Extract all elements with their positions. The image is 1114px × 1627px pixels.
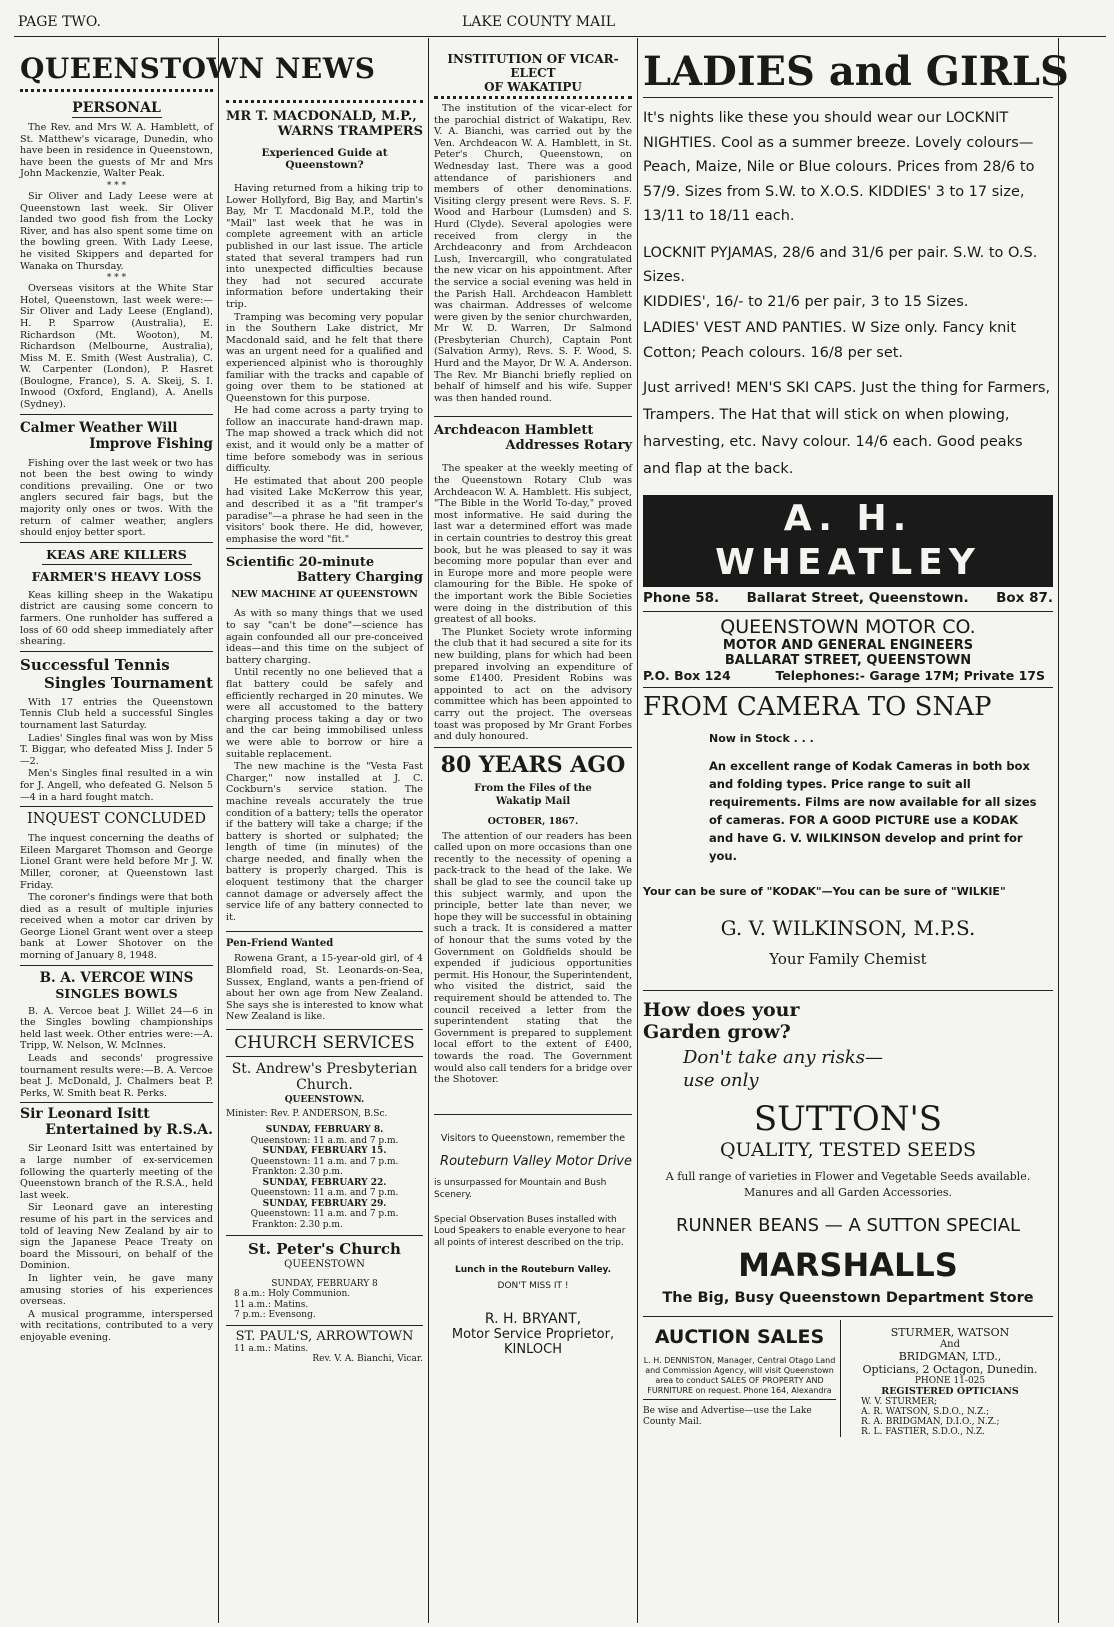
garden-heading: How does your <box>643 999 800 1021</box>
auction-heading: AUCTION SALES <box>654 1326 825 1348</box>
headline: FARMER'S HEAVY LOSS <box>31 568 202 584</box>
ad-text: use only <box>683 1070 759 1091</box>
headline: OF WAKATIPU <box>484 80 582 94</box>
headline: Archdeacon Hamblett <box>434 423 594 439</box>
vicar: Rev. V. A. Bianchi, Vicar. <box>312 1354 423 1364</box>
service-time: 11 a.m.: Matins. <box>234 1343 309 1354</box>
service-date: SUNDAY, FEBRUARY 15. <box>262 1146 387 1156</box>
ad-text: REGISTERED OPTICIANS <box>881 1386 1019 1397</box>
suttons-heading: SUTTON'S <box>753 1099 943 1139</box>
ad-text: A full range of varieties in Flower and Vegetable Seeds available. Manures and all Garden Accessories. <box>665 1170 1031 1199</box>
headline: B. A. VERCOE WINS <box>39 969 194 986</box>
ad-text: Your can be sure of "KODAK"—You can be sure of "WILKIE" <box>643 885 1006 898</box>
ad-text: And <box>939 1339 961 1350</box>
box: Box 87. <box>996 590 1053 606</box>
article-text: Sir Leonard gave an interesting resume of his part in the services and told of leaving New Zealand by air to sign the Japanese Peace Treaty on board the Missouri, on behalf of the Dominion. <box>20 1202 213 1272</box>
article-text: Until recently no one believed that a flat battery could be safely and efficiently recharged in 20 minutes. We were all accustomed to the battery charging process taking a day or two and the car being immobilised unless we were able to borrow or hire a suitable replacement. <box>226 667 423 760</box>
article-text: Tramping was becoming very popular in the Southern Lake district, Mr Macdonald said, and he felt that there was an urgent need for a qualified and experienced alpinist who is thoroughly familiar with the tracks and capable of going over them to be stationed at Queenstown for this purpose. <box>226 311 423 404</box>
church-name: St. Andrew's Presbyterian <box>231 1061 418 1077</box>
dateline: OCTOBER, 1867. <box>487 815 579 827</box>
optician-name: STURMER, WATSON <box>890 1326 1010 1339</box>
ad-title: Routeburn Valley Motor Drive <box>440 1153 632 1169</box>
service-time: Frankton: 2.30 p.m. <box>252 1167 343 1177</box>
article-text: He had come across a party trying to follow an inaccurate hand-drawn map. The map showed a track which did not exist, and it would only be a matter of time before somebody was in serious difficulty. <box>226 405 423 475</box>
headline: INQUEST CONCLUDED <box>27 811 206 828</box>
ad-text: Opticians, 2 Octagon, Dunedin. <box>862 1363 1038 1376</box>
ad-text: KINLOCH <box>504 1342 562 1358</box>
optician: W. V. STURMER; <box>861 1397 938 1407</box>
headline: Pen-Friend Wanted <box>226 938 334 950</box>
ad-text: The Big, Busy Queenstown Department Store <box>662 1290 1034 1306</box>
headline: SINGLES BOWLS <box>55 985 178 1001</box>
headline: Scientific 20-minute <box>226 555 375 571</box>
motor-co-name: QUEENSTOWN MOTOR CO. <box>720 616 976 638</box>
headline: Battery Charging <box>296 570 423 586</box>
ad-text: KIDDIES', 16/- to 21/6 per pair, 3 to 15 Sizes. <box>643 293 969 310</box>
minister: Minister: Rev. P. ANDERSON, B.Sc. <box>226 1108 388 1119</box>
article-text: B. A. Vercoe beat J. Willet 24—6 in the Singles bowling championships held last week. Other entries were:—A. Tripp, W. Nelson, W. McInnes. <box>20 1005 213 1052</box>
article-text: Having returned from a hiking trip to Lower Hollyford, Big Bay, and Martin's Bay, Mr T. Macdonald M.P., told the "Mail" last week that he was in complete agreement with an article published in our last issue. The article stated that several trampers had run into unexpected difficulties because they had not secured accurate information before undertaking their trip. <box>226 183 423 310</box>
headline: MR T. MACDONALD, M.P., <box>226 109 417 124</box>
article-text: The new machine is the "Vesta Fast Charger," now installed at J. C. Cockburn's service station. The machine reveals accurately the true condition of a battery; tells the operator if the battery will take a charge; if the battery is shorted or sulphated; the length of time (in minutes) of the charge needed, and finally when the battery is properly charged. This is eloquent testimony that the charger cannot damage or adversely affect the service life of any battery connected to it. <box>226 761 423 923</box>
eighty-years-ago-heading: 80 YEARS AGO <box>440 751 626 778</box>
ad-text: Don't take any risks— <box>683 1047 883 1068</box>
headline: WARNS TRAMPERS <box>277 124 423 139</box>
article-text: The speaker at the weekly meeting of the Queenstown Rotary Club was Archdeacon W. A. Hamblett. His subject, "The Bible in the World To-day," proved most informative. He said during the last war a determined effort was made in certain countries to destroy this great book, but he was pleased to say it was becoming more popular than ever and in Europe more and more people were clamouring for the Bible. He spoke of the important work the Bible Societies were doing in the distribution of this greatest of all books. <box>434 463 632 626</box>
article-text: Sir Oliver and Lady Leese were at Queenstown last week. Sir Oliver landed two good fish from the Locky River, and has also spent some time on the bowling green. With Lady Leese, he visited Skippers and departed for Wanaka on Thursday. <box>20 190 213 272</box>
article-text: With 17 entries the Queenstown Tennis Club held a successful Singles tournament last Saturday. <box>20 696 213 731</box>
article-text: He estimated that about 200 people had visited Lake McKerrow this year, and described it as a "fit tramper's paradise"—a phrase he had seen in the visitors' book there. He did, however, emphasise the word "fit." <box>226 475 423 545</box>
routeburn-ad <box>434 1133 632 1358</box>
article-text: The Rev. and Mrs W. A. Hamblett, of St. Matthew's vicarage, Dunedin, who have been in residence in Queenstown, have been the guests of Mr and Mrs John Mackenzie, Walter Peak. <box>20 122 213 180</box>
ad-text: QUALITY, TESTED SEEDS <box>719 1139 977 1161</box>
camera-heading: FROM CAMERA TO SNAP <box>643 692 992 722</box>
marshalls-heading: MARSHALLS <box>738 1246 958 1284</box>
article-text: In lighter vein, he gave many amusing stories of his experiences overseas. <box>20 1272 213 1308</box>
headline: Addresses Rotary <box>505 438 632 454</box>
page-number: PAGE TWO. <box>18 14 101 30</box>
ladies-and-girls-heading: LADIES and GIRLS <box>643 48 1069 95</box>
queenstown-news-banner: QUEENSTOWN NEWS <box>20 52 376 85</box>
service-date: SUNDAY, FEBRUARY 22. <box>262 1177 387 1188</box>
church-name: ST. PAUL'S, ARROWTOWN <box>235 1328 414 1344</box>
ad-text: DON'T MISS IT ! <box>497 1281 569 1292</box>
article-text: The Plunket Society wrote informing the club that it had secured a site for its new building, plans for which had been prepared involving an expenditure of some £1400. President Robins was appointed to act on the advisory committee which has been appointed to carry out the project. The overseas toast was proposed by Mr Grant Forbes and duly honoured. <box>434 626 632 743</box>
optician-name: BRIDGMAN, LTD., <box>898 1350 1002 1363</box>
service-time: 7 p.m.: Evensong. <box>234 1310 316 1320</box>
ad-text: Visitors to Queenstown, remember the <box>440 1132 626 1144</box>
ad-name: R. H. BRYANT, <box>484 1311 582 1328</box>
church-services-heading: CHURCH SERVICES <box>234 1033 415 1053</box>
church-location: QUEENSTOWN <box>284 1259 365 1270</box>
ad-text: BALLARAT STREET, QUEENSTOWN <box>724 653 972 668</box>
ad-text: Lunch in the Routeburn Valley. <box>454 1265 612 1276</box>
subheadline: NEW MACHINE AT QUEENSTOWN <box>231 589 418 601</box>
personal-heading: PERSONAL <box>72 100 161 116</box>
garden-heading: Garden grow? <box>643 1021 791 1043</box>
article-text: Men's Singles final resulted in a win for J. Angell, who defeated G. Nelson 5—4 in a hard fought match. <box>20 768 213 803</box>
ad-text: Your Family Chemist <box>769 950 927 968</box>
ad-text: Now in Stock . . . <box>709 732 814 745</box>
article-text: Rowena Grant, a 15-year-old girl, of 4 Blomfield road, St. Leonards-on-Sea, Sussex, England, wants a pen-friend of about her own age from New Zealand. She says she is interested to know what New Zealand is like. <box>226 953 423 1023</box>
ad-text: Be wise and Advertise—use the Lake County Mail. <box>643 1406 812 1427</box>
article-text: A musical programme, interspersed with recitations, contributed to a very enjoyable evening. <box>20 1308 213 1343</box>
article-text: Overseas visitors at the White Star Hotel, Queenstown, last week were:—Sir Oliver and Lady Leese (England), H. P. Sparrow (Australia), E. Richardson (Mt. Wooton), M. Richardson (Melbourne, Australia), Miss M. E. Smith (West Australia), C. W. Carpenter (London), P. Hasret (Boulogne, France), S. A. Skeij, S. I. Inwood (Oxford, England), A. Anells (Sydney). <box>20 283 213 411</box>
headline: Singles Tournament <box>44 673 213 692</box>
ad-text: MOTOR AND GENERAL ENGINEERS <box>722 638 974 653</box>
phone: Phone 58. <box>643 590 720 606</box>
ad-text: is unsurpassed for Mountain and Bush Scenery. <box>434 1177 607 1200</box>
column-two <box>226 44 423 1621</box>
headline: INSTITUTION OF VICAR-ELECT <box>447 52 619 80</box>
subheadline: Experienced Guide at Queenstown? <box>261 147 388 171</box>
service-time: Frankton: 2.30 p.m. <box>252 1219 343 1230</box>
optician: R. A. BRIDGMAN, D.I.O., N.Z.; <box>861 1417 1000 1427</box>
service-time: Queenstown: 11 a.m. and 7 p.m. <box>250 1209 399 1219</box>
headline: KEAS ARE KILLERS <box>46 546 187 562</box>
service-time: Queenstown: 11 a.m. and 7 p.m. <box>250 1135 399 1146</box>
article-text: The inquest concerning the deaths of Eileen Margaret Thomson and George Lionel Grant were held before Mr J. W. Miller, coroner, at Queenstown last Friday. <box>20 833 213 891</box>
church-name: St. Peter's Church <box>248 1240 401 1258</box>
ad-text: LADIES' VEST AND PANTIES. W Size only. Fancy knit Cotton; Peach colours. 16/8 per set. <box>643 320 1017 361</box>
wheatley-logo: A. H. WHEATLEY <box>643 495 1053 587</box>
article-text: Leads and seconds' progressive tournament results were:—B. A. Vercoe beat J. McDonald, J. Chalmers beat P. Perks, W. Smith beat R. Perks. <box>20 1053 213 1099</box>
church-name: Church. <box>296 1077 353 1093</box>
column-three <box>434 44 632 1621</box>
service-time: Queenstown: 11 a.m. and 7 p.m. <box>250 1156 399 1167</box>
article-text: The institution of the vicar-elect for the parochial district of Wakatipu, Rev. V. A. Bianchi, was carried out by the Ven. Archdeacon W. A. Hamblett, in St. Peter's Church, Queenstown, on Wednesday last. There was a good attendance of parishioners and members of other denominations. Visiting clergy present were Revs. S. F. Wood and Harbour (Lumsden) and S. Hurd (Clyde). Several apologies were received from clergy in the Archdeaconry and from Archdeacon Lush, Invercargill, who congratulated the new vicar on his appointment. After the service a social evening was held in the Parish Hall. Archdeacon Hamblett was chairman. Addresses of welcome were given by the senior churchwarden, Mr W. D. Warren, Dr Salmond (Presbyterian Church), Captain Pont (Salvation Army), Revs. S. F. Wood, S. Hurd and the Mayor, Dr W. A. Anderson. The Rev. Mr Bianchi briefly replied on behalf of himself and his wife. Supper was then handed round. <box>434 103 632 404</box>
ad-text: It's nights like these you should wear our LOCKNIT NIGHTIES. Cool as a summer breeze. Lovely colours—Peach, Maize, Nile or Blue colours. Prices from 28/6 to 57/9. Sizes from S.W. to X.O.S. KIDDIES' 3 to 17 size, 13/11 to 18/11 each. <box>643 110 1035 224</box>
service-date: SUNDAY, FEBRUARY 8 <box>271 1278 378 1289</box>
article-text: Fishing over the last week or two has not been the best owing to windy conditions prevailing. One or two anglers secured fair bags, but the majority only ones or twos. With the return of calmer weather, anglers should enjoy better sport. <box>20 457 213 539</box>
headline: Entertained by R.S.A. <box>45 1122 213 1139</box>
church-location: QUEENSTOWN. <box>284 1095 365 1105</box>
wilkinson-name: G. V. WILKINSON, M.P.S. <box>720 916 976 940</box>
optician: R. L. FASTIER, S.D.O., N.Z. <box>861 1427 985 1437</box>
box: P.O. Box 124 <box>643 668 731 683</box>
headline: Sir Leonard Isitt <box>20 1106 150 1123</box>
telephones: Telephones:- Garage 17M; Private 17S <box>775 668 1045 683</box>
headline: Calmer Weather Will <box>20 419 178 436</box>
ad-text: L. H. DENNISTON, Manager, Central Otago Land and Commission Agency, will visit Queenstown area to conduct SALES OF PROPERTY AND FURNITURE on request. Phone 164, Alexandra <box>643 1356 836 1395</box>
article-text: Ladies' Singles final was won by Miss T. Biggar, who defeated Miss J. Inder 5—2. <box>20 732 213 767</box>
optician: A. R. WATSON, S.D.O., N.Z.; <box>861 1407 990 1417</box>
article-text: The attention of our readers has been called upon on more occasions than one recently to the necessity of opening a pack-track to the head of the lake. We shall be glad to see the council take up this subject warmly, and upon the principle, better late than never, we hope they will be successful in obtaining such a track. It is considered a matter of honour that the sums voted by the Government on Goldfields should be expended if judicious opportunities permit. His Honour, the Superintendent, who visited the district, said the requirement should be attended to. The council received a letter from the superintendent stating that the Government is prepared to supplement local effort to the extent of £400, towards the road. The Government would also call tenders for a bridge over the Shotover. <box>434 830 632 1086</box>
service-time: 11 a.m.: Matins. <box>234 1299 309 1310</box>
ad-text: RUNNER BEANS — A SUTTON SPECIAL <box>675 1215 1021 1236</box>
article-text: The coroner's findings were that both died as a result of multiple injuries received when a motor car driven by George Lionel Grant went over a steep bank at Lower Shotover on the morning of January 8, 1948. <box>20 892 213 962</box>
column-queenstown-news: QUEENSTOWN NEWS PERSONAL The Rev. and Mrs W. A. Hamblett, of St. Matthew's vicarage, Dunedin, who have been in residence in Queenstown, have been the guests of Mr and Mrs John Mackenzie, Walter Peak. * * * Sir Oliver and Lady Leese were at Queenstown last week. Sir Oliver landed two good fish from the Locky River, and has also spent some time on the bowling green. With Lady Leese, he visited Skippers and departed for Wanaka on Thursday. * * * Overseas visitors at the White Star Hotel, Queenstown, last week were:—Sir Oliver and Lady Leese (England), H. P. Sparrow (Australia), E. Richardson (Mt. Wooton), M. Richardson (Melbourne, Australia), Miss M. E. Smith (West Australia), C. W. Carpenter (London), P. Hasret (Boulogne, France), S. A. Skeij, S. I. Inwood (Oxford, England), A. Anells (Sydney). Calmer Weather Will Improve Fishing Fishing over the last week or two has not been the best owing to windy conditions prevailing. One or two anglers secured fair bags, but the majority only ones or twos. With the return of calmer weather, anglers should enjoy better sport. KEAS ARE KILLERS FARMER'S HEAVY LOSS Keas killing sheep in the Wakatipu district are causing some concern to farmers. One runholder has suffered a loss of 60 odd sheep immediately after shearing. Successful Tennis Singles Tournament With 17 entries the Queenstown Tennis Club held a successful Singles tournament last Saturday. Ladies' Singles final was won by Miss T. Biggar, who defeated Miss J. Inder 5—2. Men's Singles final resulted in a win for J. Angell, who defeated G. Nelson 5—4 in a hard fought match. INQUEST CONCLUDED The inquest concerning the deaths of Eileen Margaret Thomson and George Lionel Grant were held before Mr J. W. Miller, coroner, at Queenstown last Friday. The coroner's findings were that both died as a result of multiple injuries received when a motor car driven by George Lionel Grant went over a steep bank at Lower Shotover on the morning of January 8, 1948. B. A. VERCOE WINS SINGLES BOWLS B. A. Vercoe beat J. Willet 24—6 in the Singles bowling championships held last week. Other entries were:—A. Tripp, W. Nelson, W. McInnes. Leads and seconds' progressive tournament results were:—B. A. Vercoe beat J. McDonald, J. Chalmers beat P. Perks, W. Smith beat R. Perks. Sir Leonard Isitt Entertained by R.S.A. Sir Leonard Isitt was entertained by a large number of ex-servicemen following the quarterly meeting of the Queenstown branch of the R.S.A., held last week. Sir Leonard gave an interesting resume of his part in the services and told of leaving New Zealand by air to sign the Japanese Peace Treaty on board the Missouri, on behalf of the Dominion. In lighter vein, he gave many amusing stories of his experiences overseas. A musical programme, interspersed with recitations, contributed to a very enjoyable evening. <box>20 52 376 1343</box>
ad-text: An excellent range of Kodak Cameras in both box and folding types. Price range to suit all requirements. Films are now available for all sizes of cameras. FOR A GOOD PICTURE use a KODAK and have G. V. WILKINSON develop and print for you. <box>709 759 1037 863</box>
subheadline: From the Files of the Wakatip Mail <box>474 782 592 807</box>
headline: Successful Tennis <box>20 655 170 674</box>
newspaper-name: LAKE COUNTY MAIL <box>462 14 616 30</box>
article-text: Keas killing sheep in the Wakatipu district are causing some concern to farmers. One runholder has suffered a loss of 60 odd sheep immediately after shearing. <box>20 589 213 648</box>
service-date: SUNDAY, FEBRUARY 8. <box>265 1125 384 1135</box>
ad-text: Just arrived! MEN'S SKI CAPS. Just the thing for Farmers, Trampers. The Hat that will stick on when plowing, harvesting, etc. Navy colour. 14/6 each. Good peaks and flap at the back. <box>643 380 1051 477</box>
address: Ballarat Street, Queenstown. <box>746 590 969 606</box>
ad-text: Special Observation Buses installed with Loud Speakers to enable everyone to hear all points of interest described on the trip. <box>434 1214 626 1248</box>
ad-text: Motor Service Proprietor, <box>451 1327 615 1343</box>
column-advertisements <box>643 44 1069 1621</box>
ad-text: PHONE 11-025 <box>914 1376 986 1386</box>
service-time: 8 a.m.: Holy Communion. <box>234 1289 351 1299</box>
article-text: Sir Leonard Isitt was entertained by a large number of ex-servicemen following the quarterly meeting of the Queenstown branch of the R.S.A., held last week. <box>20 1143 213 1201</box>
service-date: SUNDAY, FEBRUARY 29. <box>262 1198 387 1209</box>
article-text: As with so many things that we used to say "can't be done"—science has again confounded all our pre-conceived ideas—and this time on the subject of battery charging. <box>226 608 423 666</box>
headline: Improve Fishing <box>89 435 213 452</box>
service-time: Queenstown: 11 a.m. and 7 p.m. <box>250 1188 399 1198</box>
ad-text: LOCKNIT PYJAMAS, 28/6 and 31/6 per pair. S.W. to O.S. Sizes. <box>643 244 1038 285</box>
